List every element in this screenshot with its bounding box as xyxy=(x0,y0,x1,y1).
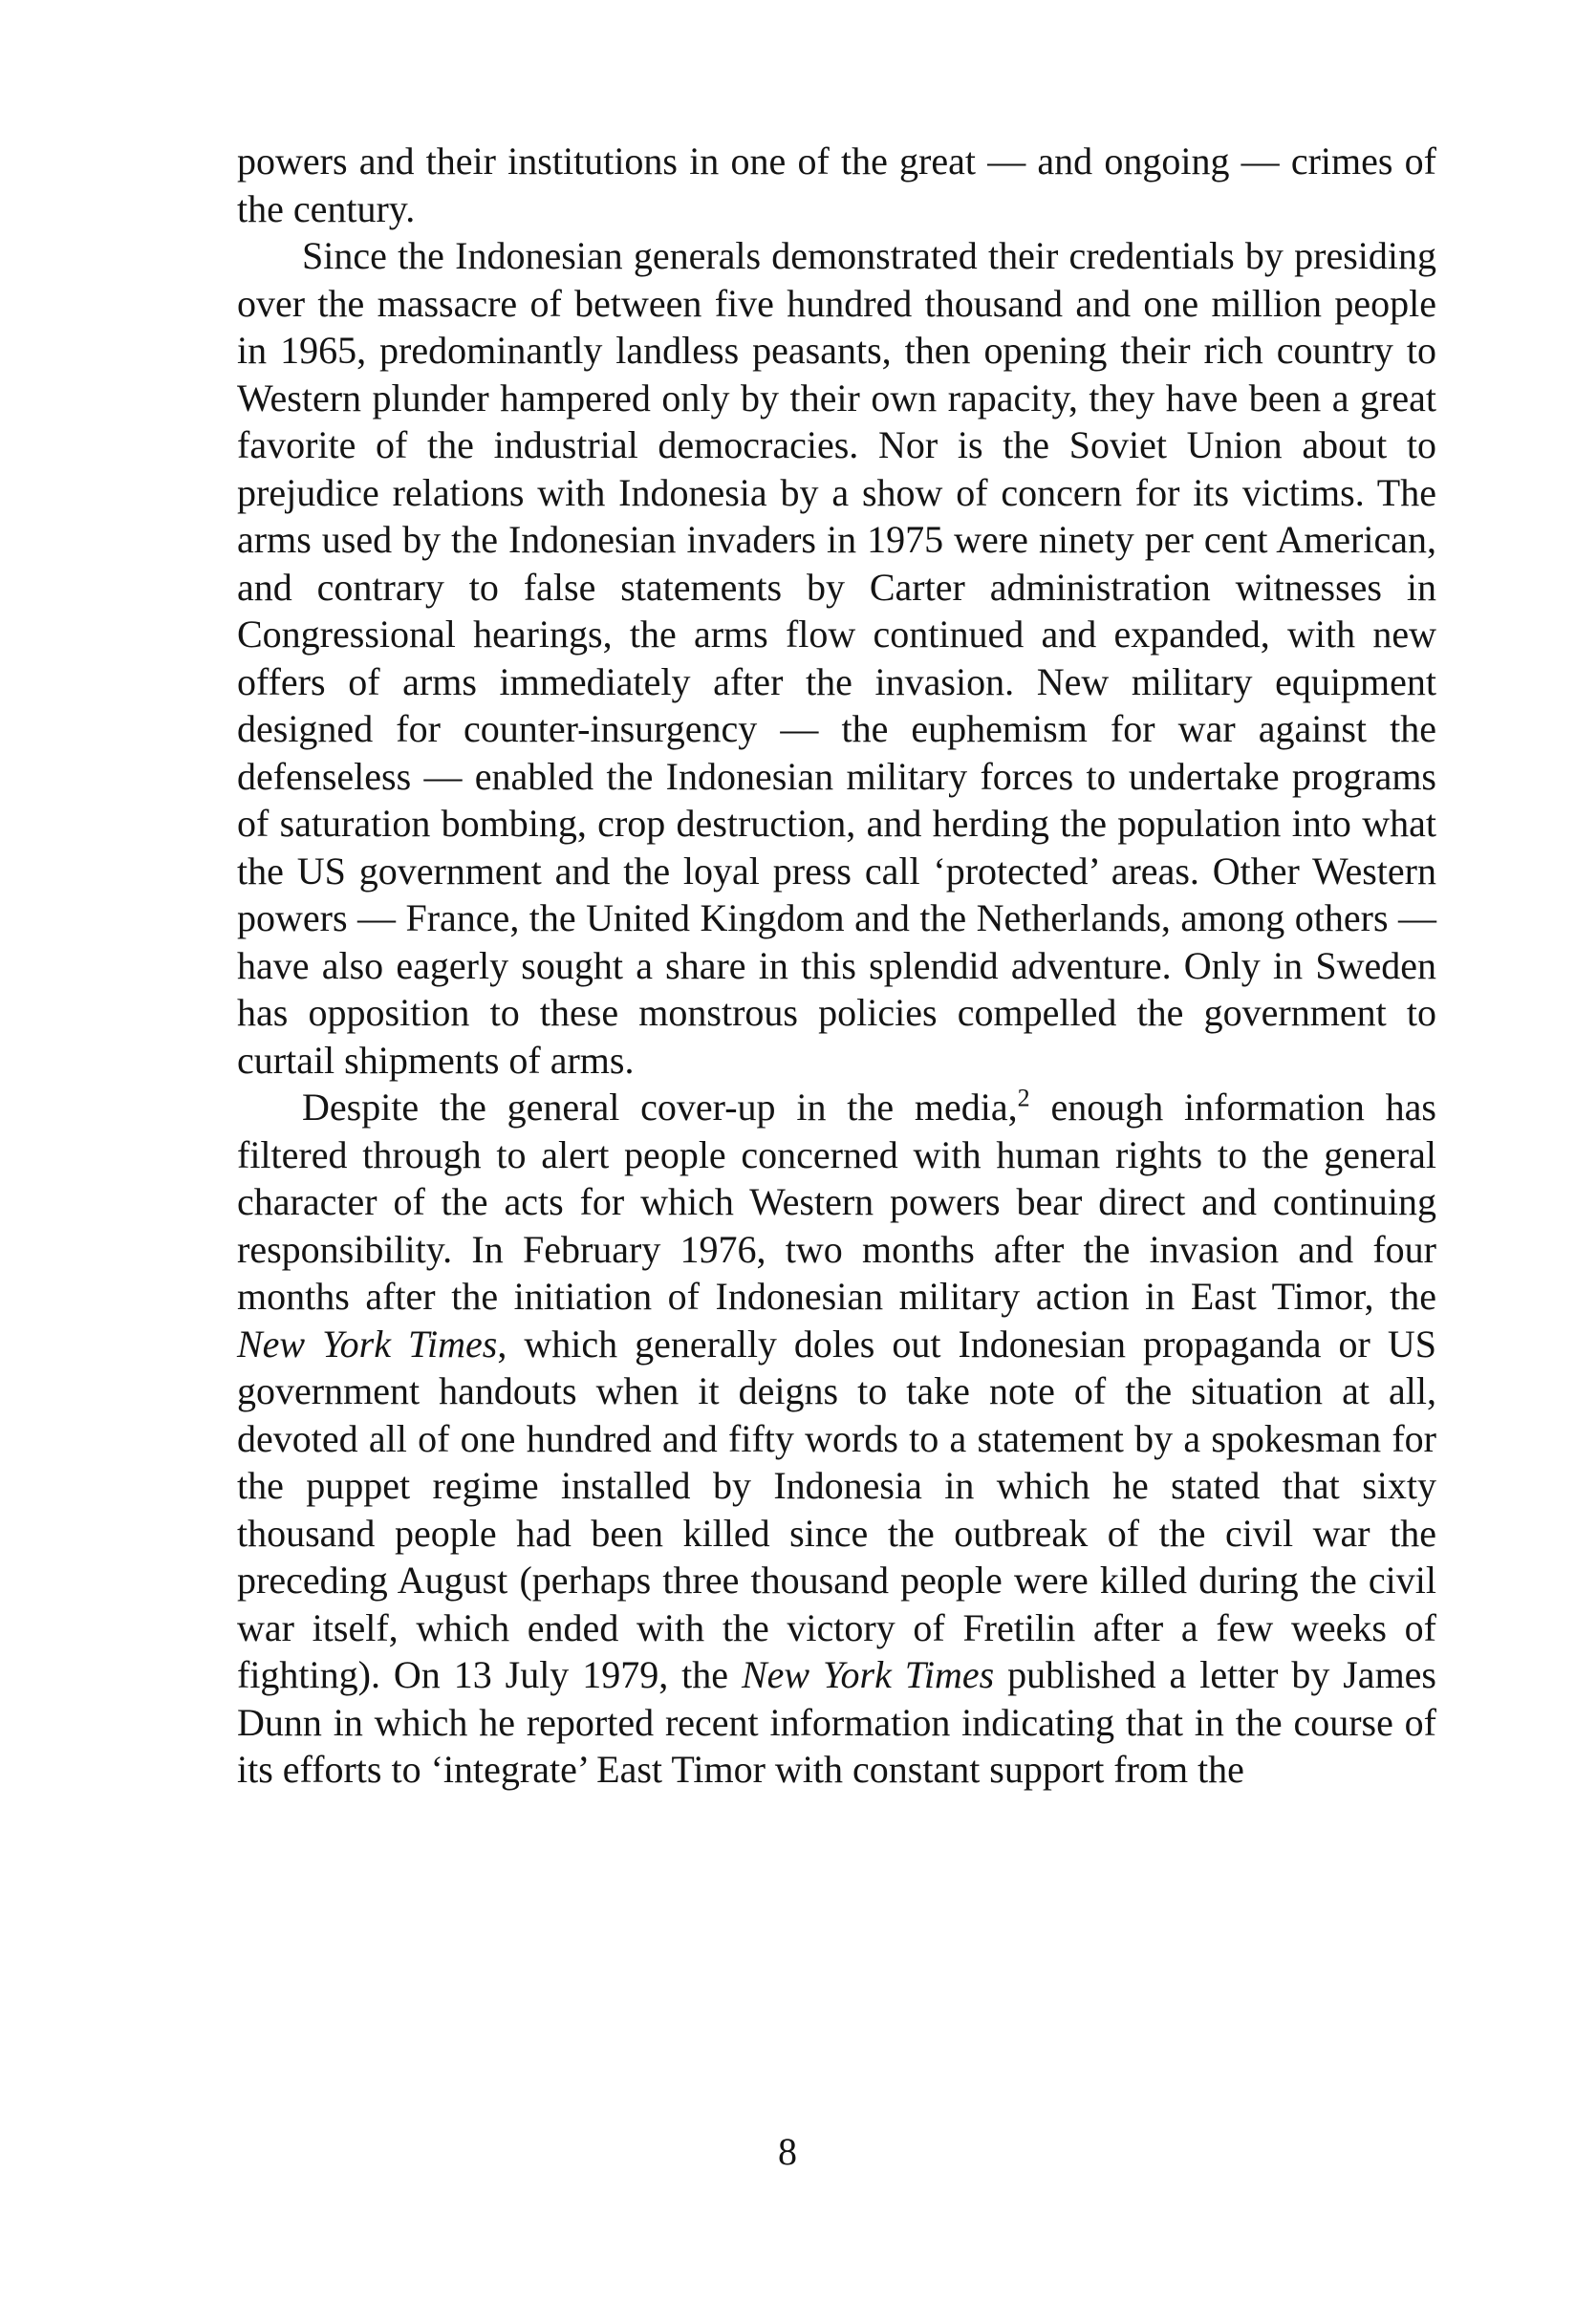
page-number: 8 xyxy=(778,2130,797,2173)
publication-title: New York Times xyxy=(741,1653,995,1696)
text-run: Despite the general cover-up in the media, xyxy=(302,1086,1018,1129)
footnote-marker: 2 xyxy=(1017,1084,1030,1112)
paragraph-indonesian-generals xyxy=(237,232,1436,1084)
paragraph-media-cover-up xyxy=(237,1084,1436,1794)
text-run: Since the Indonesian generals demonstrated their credentials by presiding over the massacre of between five hundred thousand and one million people in 1965, predominantly landless peasants, then opening their rich country to Western plunder hampered only by their own rapacity, they have been a great favorite of the industrial democracies. Nor is the Soviet Union about to prejudice relations with Indonesia by a show of concern for its victims. The arms used by the Indonesian invaders in 1975 were ninety per cent American, and contrary to false statements by Carter administration witnesses in Congressional hearings, the arms flow continued and expanded, with new offers of arms immediately after the invasion. New military equipment designed for counter-insurgency — the euphemism for war against the defenseless — enabled the Indonesian military forces to undertake programs of saturation bombing, crop destruction, and herding the population into what the US government and the loyal press call ‘protected’ areas. Other Western powers — France, the United Kingdom and the Netherlands, among others — have also eagerly sought a share in this splendid adventure. Only in Sweden has opposition to these monstrous policies compelled the government to curtail shipments of arms. xyxy=(237,234,1436,1082)
paragraph-continuation xyxy=(237,138,1436,232)
text-run: enough information has filtered through to alert people concerned with human rights to the general character of the acts for which Western powers bear direct and continuing responsibility. In February 1976, two months after the invasion and four months after the initiation of Indonesian military action in East Timor, the xyxy=(237,1086,1437,1318)
text-run: published a letter by James Dunn in which he reported recent information indicating that in the course of its efforts to ‘integrate’ East Timor with constant support from the xyxy=(237,1653,1436,1791)
body-text xyxy=(237,138,1436,1794)
text-run: powers and their institutions in one of the great — and ongoing — crimes of the century. xyxy=(237,140,1436,230)
text-run: , which generally doles out Indonesian propaganda or US government handouts when it deigns to take note of the situation at all, devoted all of one hundred and fifty words to a statement by a spokesman for the puppet regime installed by Indonesia in which he stated that sixty thousand people had been killed since the outbreak of the civil war the preceding August (perhaps three thousand people were killed during the civil war itself, which ended with the victory of Fretilin after a few weeks of fighting). On 13 July 1979, the xyxy=(237,1322,1437,1696)
publication-title: New York Times xyxy=(237,1322,498,1366)
